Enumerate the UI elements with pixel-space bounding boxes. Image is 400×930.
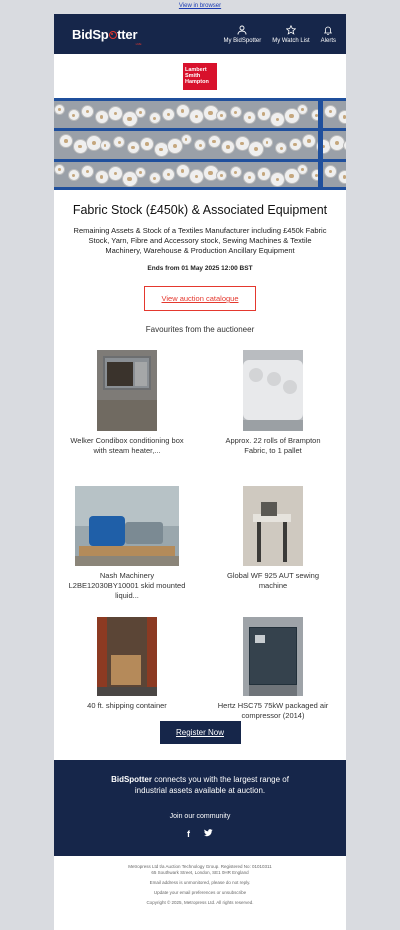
fabric-roll	[113, 136, 125, 148]
fabric-roll	[68, 109, 80, 121]
lot-image	[243, 350, 303, 431]
fabric-roll	[221, 140, 235, 154]
join-community: Join our community	[169, 813, 231, 820]
auction-description: Remaining Assets & Stock of a Textiles Manufacturer including £450k Fabric Stock, Yarn, Fibre and Accessory stock, Sewing Machines & Textile Machinery, Warehouse & Production Ancillary Equipment	[73, 226, 327, 255]
fabric-roll	[162, 168, 175, 181]
fabric-roll	[324, 105, 337, 118]
fabric-roll	[59, 134, 73, 148]
fabric-roll	[189, 109, 204, 124]
fabric-roll	[108, 106, 123, 121]
header	[54, 14, 346, 54]
footer-tagline-text: connects you with the largest range of industrial assets available at auction.	[134, 775, 289, 795]
user-icon	[237, 25, 247, 35]
lot-image	[97, 617, 157, 696]
lot-item[interactable]	[200, 350, 346, 456]
email-container	[54, 14, 346, 930]
rack-beam	[54, 98, 346, 101]
fabric-roll	[162, 108, 175, 121]
auction-title: Fabric Stock (£450k) & Associated Equipment	[72, 203, 328, 217]
nav-label: Alerts	[320, 37, 336, 44]
fabric-roll	[108, 166, 123, 181]
fabric-roll	[140, 137, 154, 151]
legal-address: 65 Southwark Street, London, SE1 0HR England	[151, 870, 249, 875]
fabric-roll	[81, 105, 94, 118]
fabric-roll	[68, 169, 80, 181]
fabric-roll	[262, 137, 273, 148]
fabric-roll	[135, 167, 146, 178]
bidspotter-logo[interactable]	[72, 26, 142, 46]
bell-icon	[323, 25, 333, 35]
target-icon	[109, 31, 117, 39]
fabric-roll	[243, 171, 256, 184]
logo-text-start: BidSp	[72, 26, 109, 42]
auction-end-date: Ends from 01 May 2025 12:00 BST	[147, 265, 253, 272]
fabric-roll	[230, 106, 242, 118]
lot-item[interactable]	[54, 350, 200, 456]
footer-tagline	[54, 774, 346, 796]
fabric-roll	[216, 170, 227, 181]
fabric-roll	[127, 141, 140, 154]
nav-my-bidspotter[interactable]	[224, 25, 262, 44]
footer-legal	[54, 864, 346, 910]
fabric-roll	[270, 172, 285, 187]
fabric-roll	[338, 110, 347, 124]
email-preferences-link[interactable]: Update your email preferences or unsubscribe	[153, 890, 247, 895]
lot-image	[97, 350, 157, 431]
fabric-roll	[54, 104, 65, 115]
footer-promo	[54, 760, 346, 856]
lot-image	[243, 617, 303, 696]
fabric-roll	[95, 170, 109, 184]
twitter-icon[interactable]	[204, 829, 213, 839]
fabric-roll	[176, 104, 190, 118]
fabric-roll	[149, 112, 161, 124]
fabric-roll	[324, 165, 337, 178]
facebook-icon[interactable]: f	[187, 829, 190, 839]
fabric-roll	[135, 107, 146, 118]
view-in-browser-bar	[0, 0, 400, 14]
rack-post	[318, 98, 323, 190]
fabric-roll	[297, 104, 308, 115]
fabric-roll	[297, 164, 308, 175]
nav-label: My BidSpotter	[223, 37, 262, 44]
logo-text-end: tter	[117, 26, 138, 42]
register-wrapper	[54, 721, 346, 744]
lot-caption: Global WF 925 AUT sewing machine	[227, 571, 319, 590]
lot-caption: Nash Machinery L2BE12030BY10001 skid mounted liquid...	[68, 571, 186, 600]
nav-label: My Watch List	[272, 37, 310, 44]
lot-caption: Hertz HSC75 75kW packaged air compressor (2014)	[217, 701, 329, 720]
unmonitored-notice: Email address is unmonitored, please do not reply.	[149, 880, 251, 885]
social-links	[54, 829, 346, 839]
lot-item[interactable]	[54, 486, 200, 601]
fabric-roll	[176, 164, 190, 178]
lot-item[interactable]	[54, 617, 200, 711]
nav-alerts[interactable]	[321, 25, 336, 44]
hero-image[interactable]	[54, 98, 346, 190]
fabric-roll	[149, 172, 161, 184]
fabric-roll	[208, 135, 221, 148]
copyright: Copyright © 2025, Metropress Ltd. All rights reserved.	[146, 900, 254, 905]
fabric-roll	[257, 167, 271, 181]
fabric-roll	[194, 139, 206, 151]
header-nav	[224, 25, 336, 44]
logo-sub: LIVE	[135, 41, 142, 46]
rack-beam	[54, 187, 346, 190]
fabric-roll	[216, 110, 227, 121]
legal-line: Metropress Ltd t/a Auction Technology Group. Registered No: 01010311	[128, 864, 272, 869]
auctioneer-logo[interactable]	[183, 63, 217, 90]
star-icon	[286, 25, 296, 35]
footer-brand: BidSpotter	[111, 775, 152, 784]
rack-beam	[54, 128, 346, 131]
lot-caption: Approx. 22 rolls of Brampton Fabric, to 1 pallet	[225, 436, 321, 455]
fabric-roll	[189, 169, 204, 184]
lot-caption: 40 ft. shipping container	[87, 701, 167, 710]
register-now-button[interactable]: Register Now	[160, 721, 241, 744]
auctioneer-name: Lambert	[185, 67, 207, 73]
nav-watch-list[interactable]	[272, 25, 309, 44]
fabric-roll	[289, 138, 302, 151]
cta-wrapper	[54, 286, 346, 311]
auctioneer-name: Smith	[185, 73, 201, 79]
fabric-roll	[257, 107, 271, 121]
favourites-heading: Favourites from the auctioneer	[145, 325, 255, 334]
fabric-roll	[81, 165, 94, 178]
auctioneer-logo-area	[54, 54, 346, 98]
fabric-roll	[338, 170, 347, 184]
lot-caption: Welker Condibox conditioning box with steam heater,...	[70, 436, 184, 455]
fabric-roll	[230, 166, 242, 178]
view-in-browser-link[interactable]: View in browser	[178, 3, 222, 9]
fabric-roll	[243, 111, 256, 124]
lot-item[interactable]	[200, 617, 346, 721]
lot-image	[75, 486, 179, 566]
fabric-roll	[275, 142, 287, 154]
rack-beam	[54, 159, 346, 162]
fabric-roll	[270, 112, 285, 127]
lot-image	[243, 486, 303, 566]
fabric-roll	[95, 110, 109, 124]
fabric-roll	[302, 134, 316, 148]
fabric-roll	[100, 140, 111, 151]
fabric-roll	[343, 140, 347, 151]
auctioneer-name: Hampton	[185, 79, 209, 85]
view-catalogue-button[interactable]: View auction catalogue	[144, 286, 256, 311]
fabric-roll	[181, 134, 192, 145]
lot-item[interactable]	[200, 486, 346, 591]
fabric-roll	[54, 164, 65, 175]
